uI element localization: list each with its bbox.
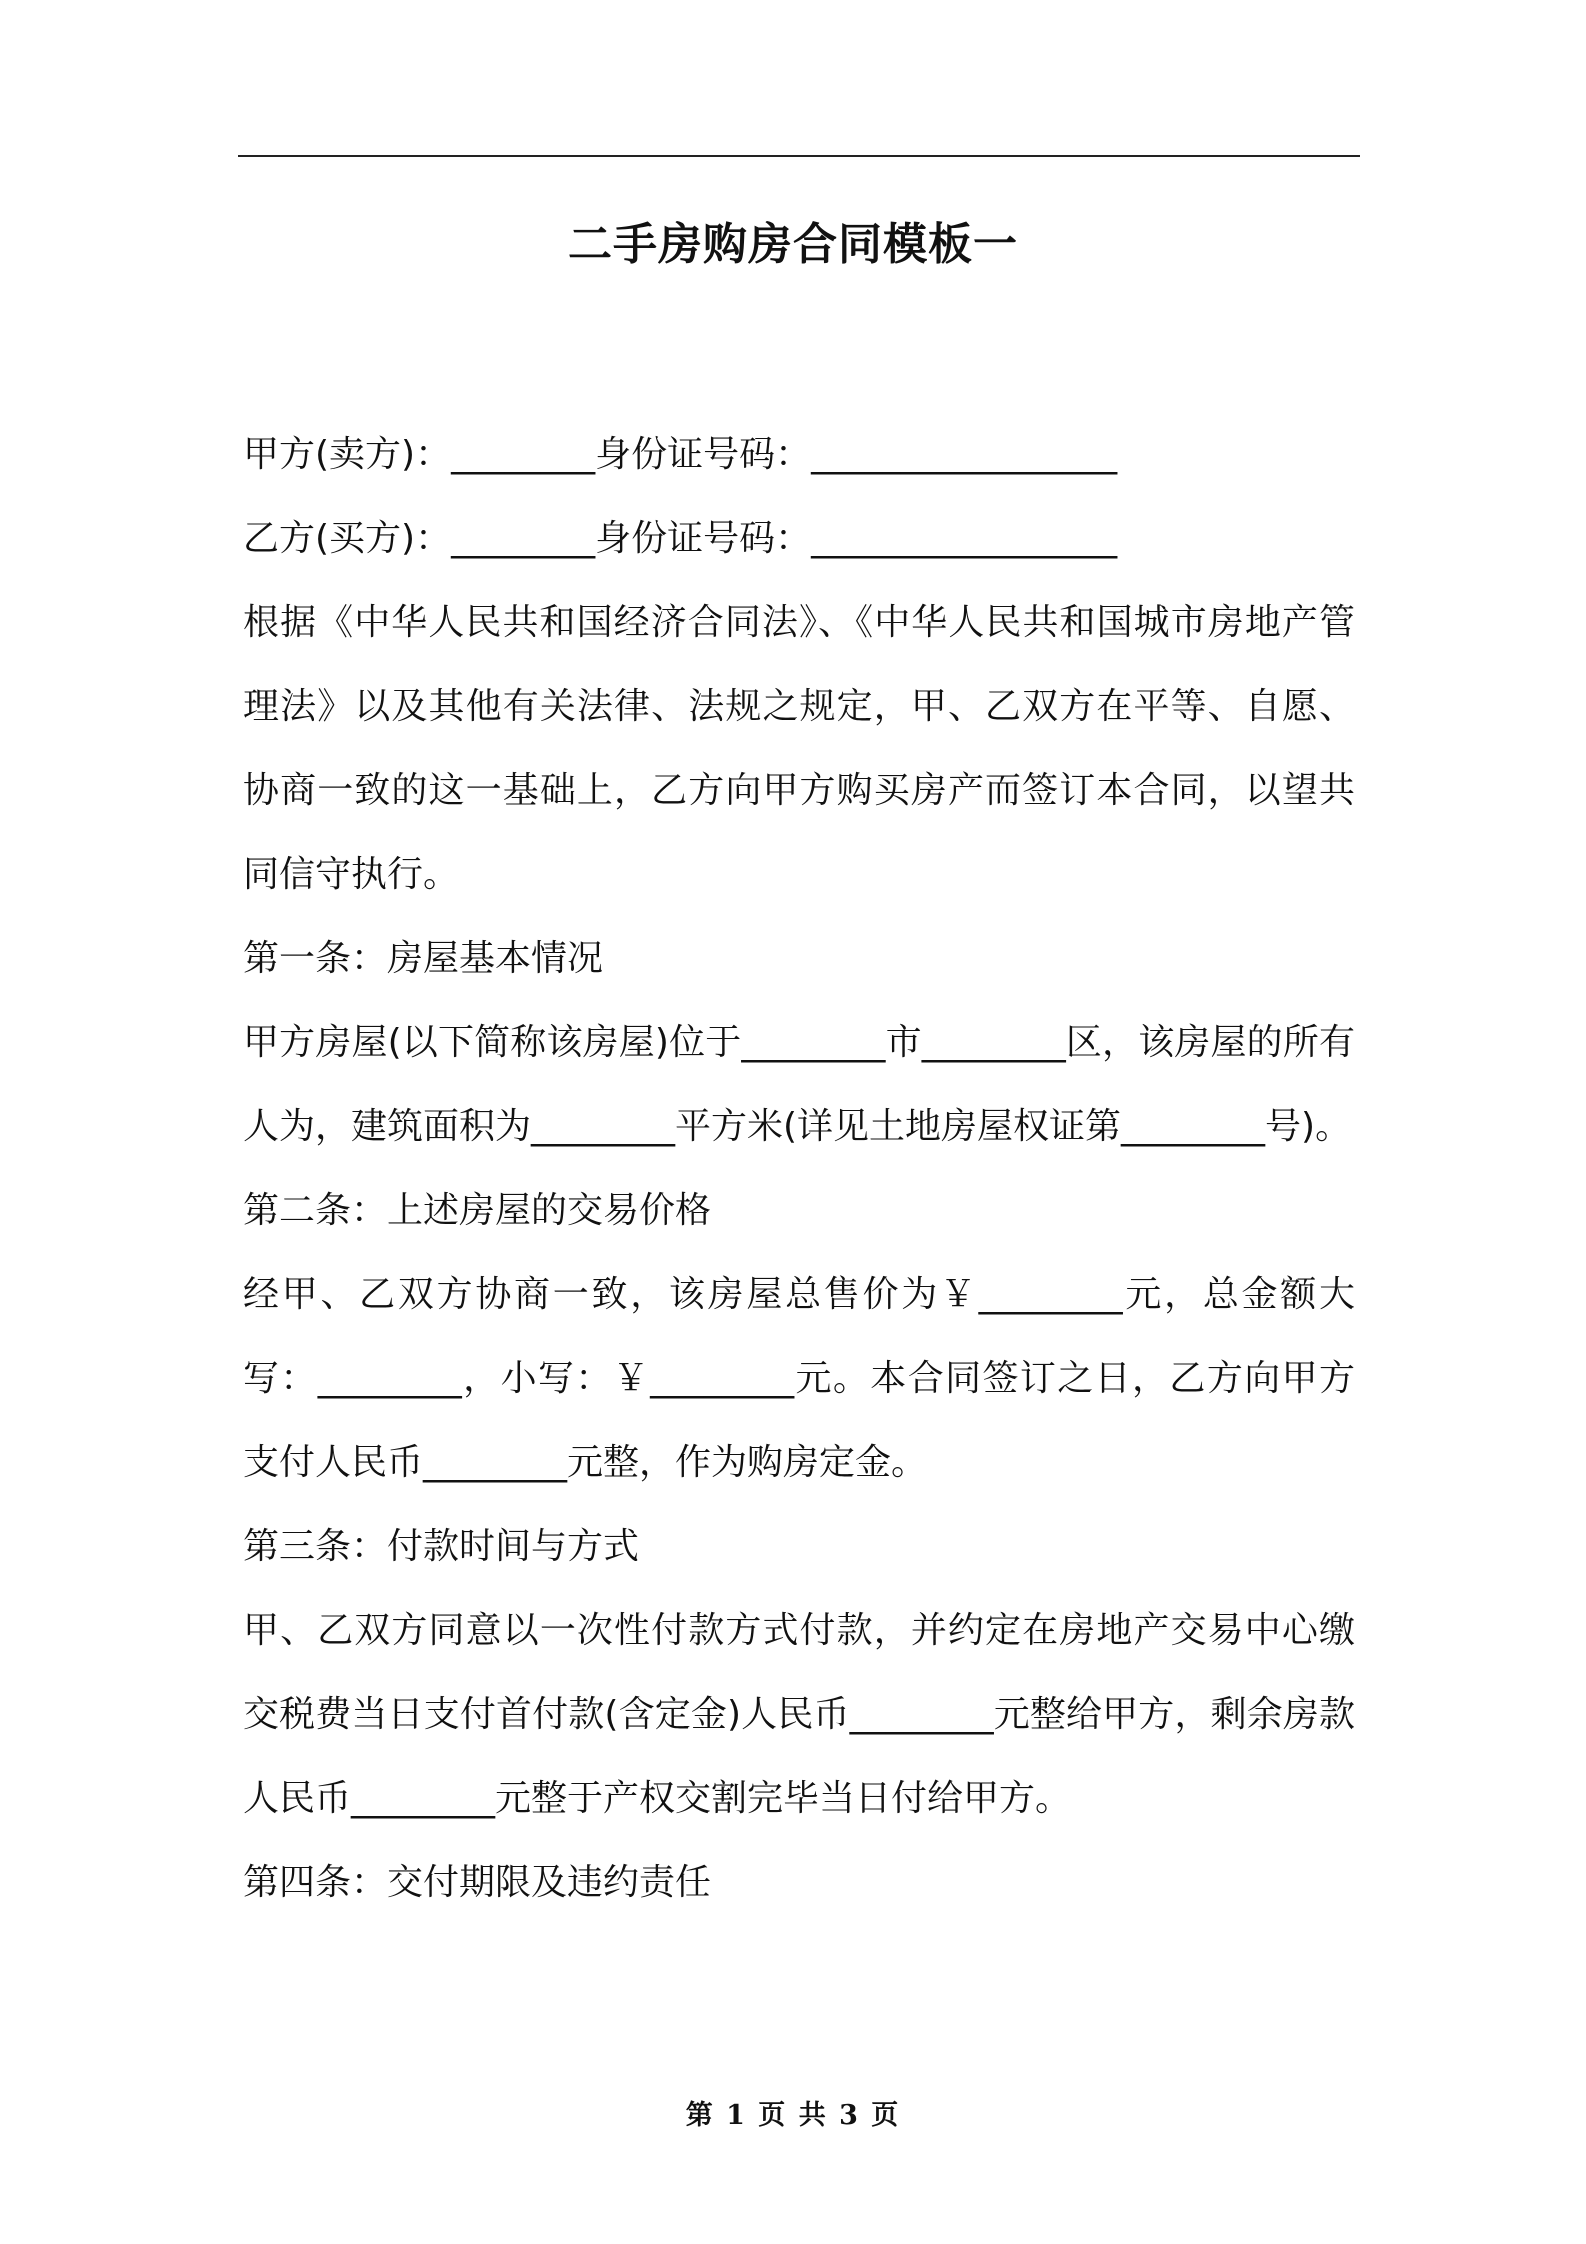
header-rule — [238, 155, 1360, 157]
article-2-heading: 第二条：上述房屋的交易价格 — [243, 1190, 712, 1231]
buyer-line: 乙方(买方)：________身份证号码：_________________ — [243, 518, 1118, 559]
article-3-body: 甲、乙双方同意以一次性付款方式付款，并约定在房地产交易中心缴交税费当日支付首付款(含定金)人民币________元整给甲方，剩余房款人民币________元整于产权交割完毕当日付给甲方。 — [243, 1610, 1355, 1819]
document-body — [243, 413, 1355, 1925]
article-4-heading: 第四条：交付期限及违约责任 — [243, 1862, 712, 1903]
preamble-paragraph: 根据《中华人民共和国经济合同法》、《中华人民共和国城市房地产管理法》以及其他有关法律、法规之规定，甲、乙双方在平等、自愿、协商一致的这一基础上，乙方向甲方购买房产而签订本合同，以望共同信守执行。 — [243, 602, 1355, 895]
article-3-heading: 第三条：付款时间与方式 — [243, 1526, 640, 1567]
article-1-heading: 第一条：房屋基本情况 — [243, 938, 604, 979]
document-title: 二手房购房合同模板一 — [568, 219, 1018, 270]
seller-line: 甲方(卖方)：________身份证号码：_________________ — [243, 434, 1118, 475]
page-footer: 第 1 页 共 3 页 — [685, 2100, 901, 2131]
article-1-body: 甲方房屋(以下简称该房屋)位于________市________区，该房屋的所有人为，建筑面积为________平方米(详见土地房屋权证第________号)。 — [243, 1022, 1355, 1147]
article-2-body: 经甲、乙双方协商一致，该房屋总售价为￥________元，总金额大写：________，小写：￥________元。本合同签订之日，乙方向甲方支付人民币________元整，作为购房定金。 — [243, 1274, 1355, 1483]
